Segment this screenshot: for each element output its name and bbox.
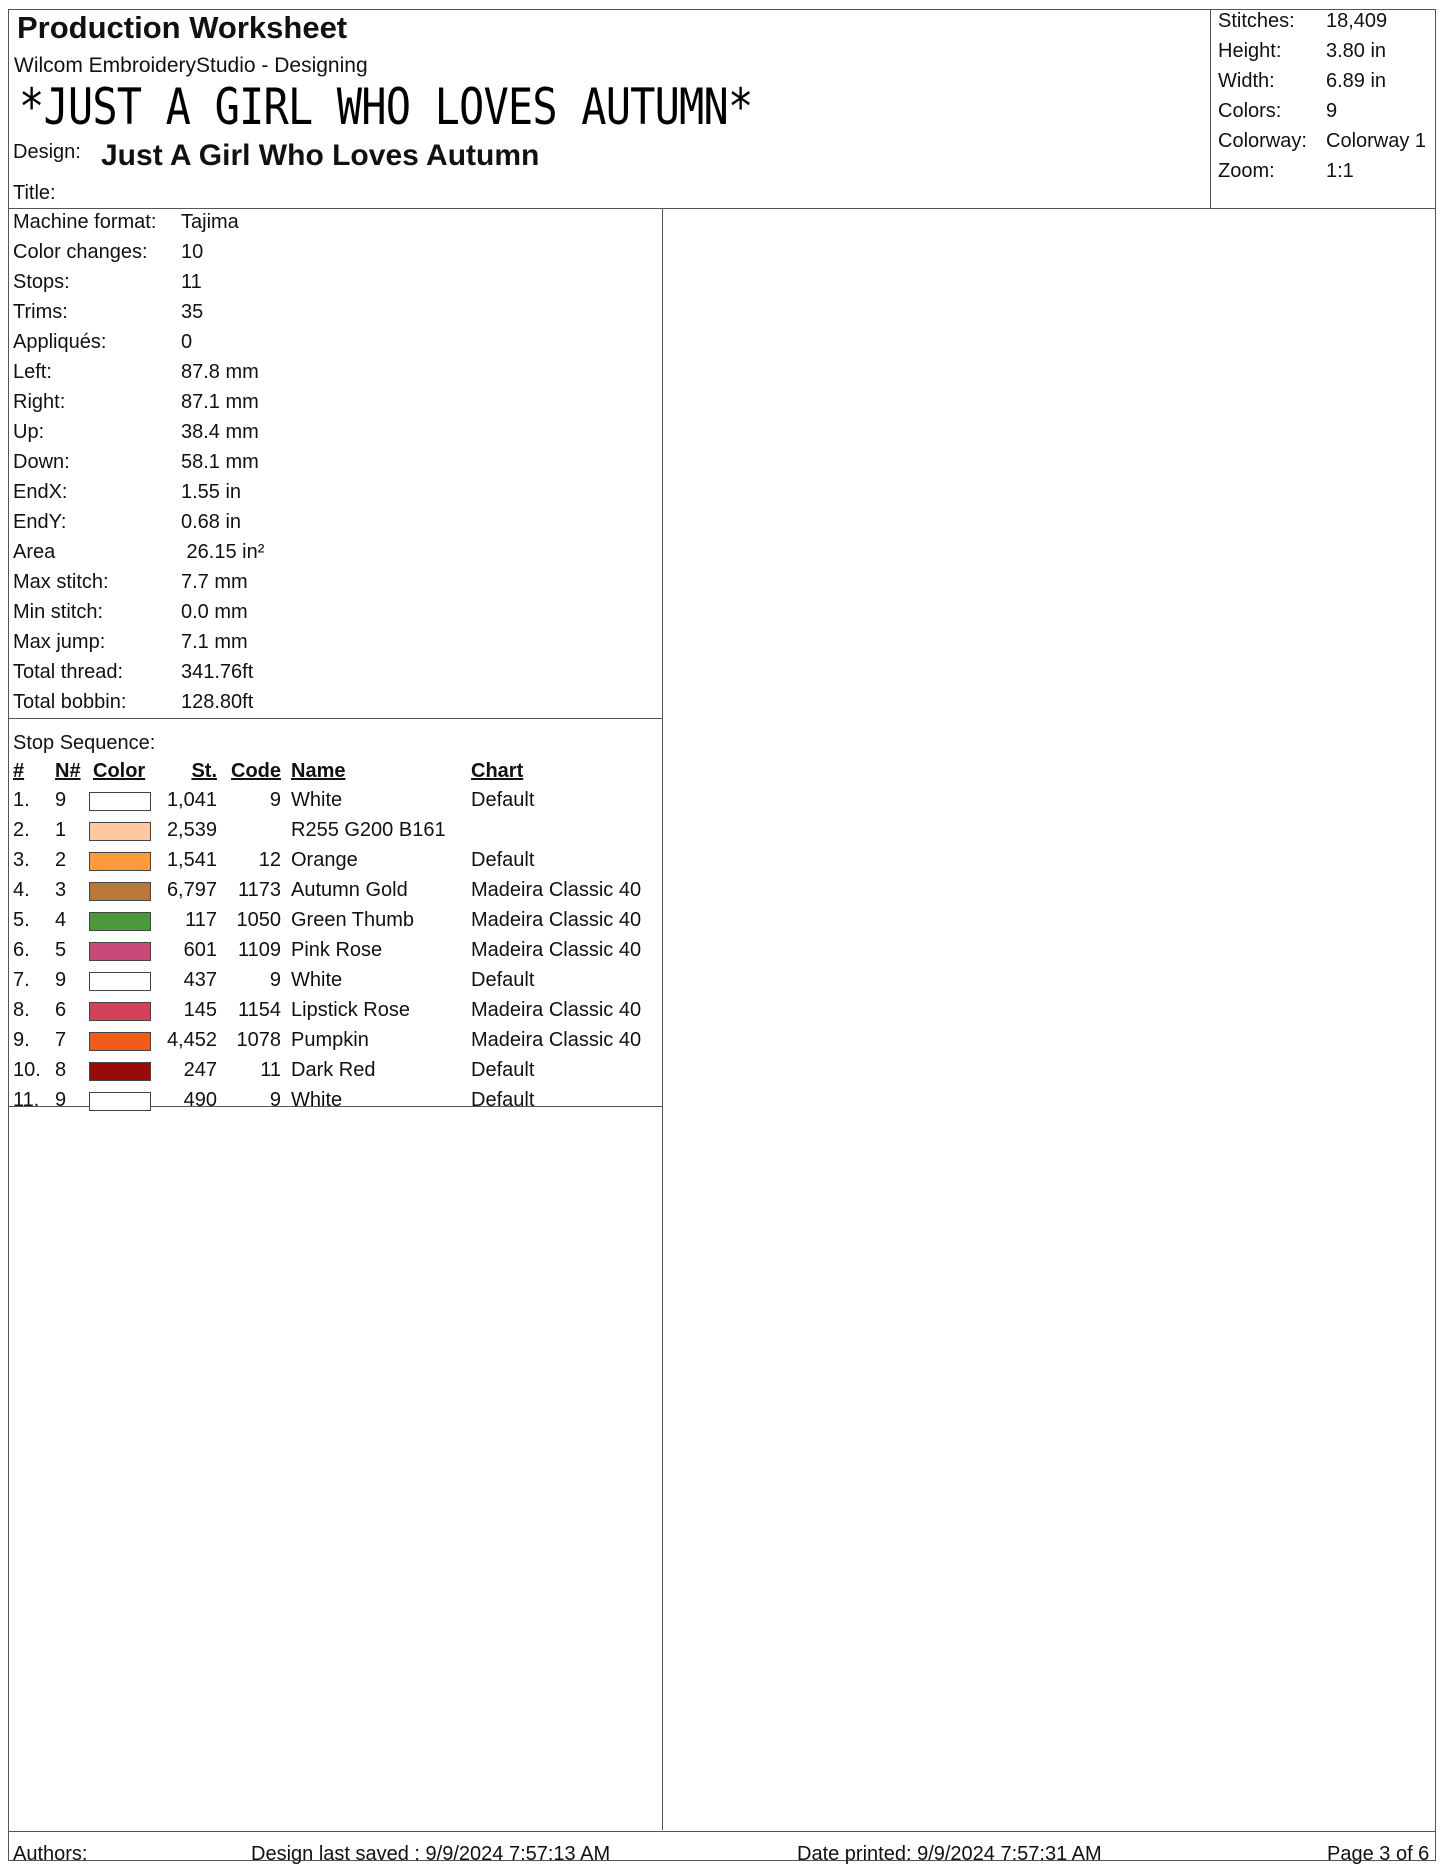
needle-number: 9 [55, 1089, 67, 1111]
table-row [9, 1089, 659, 1117]
property-row [13, 271, 202, 294]
property-label: Machine format: [13, 211, 157, 233]
property-label: Min stitch: [13, 601, 104, 623]
property-row [13, 331, 192, 354]
thread-code: 1154 [237, 999, 281, 1021]
stitch-count: 490 [183, 1089, 217, 1111]
property-row [13, 301, 203, 324]
thread-chart: Default [471, 849, 535, 871]
title-label: Title: [13, 182, 56, 204]
color-swatch [89, 972, 151, 991]
property-label: Stops: [13, 271, 70, 293]
property-value: Tajima [181, 211, 239, 233]
stitch-count: 437 [183, 969, 217, 991]
thread-chart: Madeira Classic 40 [471, 939, 642, 961]
table-row [9, 849, 659, 877]
thread-code: 12 [258, 849, 281, 871]
stitch-count: 1,541 [166, 849, 217, 871]
row-number: 5. [13, 909, 30, 931]
stitch-count: 4,452 [166, 1029, 217, 1051]
property-row [13, 631, 248, 654]
property-label: Max jump: [13, 631, 106, 653]
header-bottom-divider [9, 208, 1435, 209]
property-row [13, 661, 253, 684]
stat-label: Colorway: [1218, 130, 1307, 152]
property-row [13, 691, 253, 714]
thread-name: Green Thumb [291, 909, 415, 931]
table-row [9, 969, 659, 997]
stat-value: 9 [1326, 100, 1338, 122]
thread-name: White [291, 1089, 343, 1111]
thread-name: Dark Red [291, 1059, 376, 1081]
row-number: 9. [13, 1029, 30, 1051]
stat-label: Zoom: [1218, 160, 1275, 182]
needle-number: 3 [55, 879, 67, 901]
thread-code: 1050 [236, 909, 281, 931]
property-label: Area [13, 541, 56, 563]
needle-number: 1 [55, 819, 67, 841]
property-label: Total thread: [13, 661, 124, 683]
property-label: EndX: [13, 481, 68, 503]
col-header-name: Name [291, 760, 346, 782]
stitch-count: 247 [183, 1059, 217, 1081]
thread-name: Pumpkin [291, 1029, 369, 1051]
property-row [13, 571, 248, 594]
property-value: 87.8 mm [181, 361, 259, 383]
table-row [9, 1029, 659, 1057]
color-swatch [89, 912, 151, 931]
property-value: 38.4 mm [181, 421, 259, 443]
property-value: 7.7 mm [181, 571, 248, 593]
stat-label: Stitches: [1218, 10, 1295, 32]
footer-authors: Authors: [13, 1843, 88, 1865]
property-label: Left: [13, 361, 52, 383]
color-swatch [89, 1002, 151, 1021]
color-swatch [89, 822, 151, 841]
property-value: 87.1 mm [181, 391, 259, 413]
row-number: 3. [13, 849, 30, 871]
table-row [9, 999, 659, 1027]
color-swatch [89, 792, 151, 811]
property-value: 11 [181, 271, 202, 293]
thread-chart: Madeira Classic 40 [471, 1029, 642, 1051]
property-label: Right: [13, 391, 66, 413]
property-value: 1.55 in [181, 481, 242, 503]
needle-number: 2 [55, 849, 67, 871]
row-number: 7. [13, 969, 30, 991]
properties-bottom-divider [9, 718, 662, 719]
col-header-code: Code [231, 760, 281, 782]
property-row [13, 601, 248, 624]
app-name: Wilcom EmbroideryStudio - Designing [14, 54, 368, 77]
stat-row [1218, 40, 1386, 63]
thread-chart: Madeira Classic 40 [471, 909, 642, 931]
thread-name: White [291, 969, 343, 991]
stitch-count: 2,539 [166, 819, 217, 841]
stat-label: Height: [1218, 40, 1282, 62]
footer-page-number: Page 3 of 6 [1327, 1843, 1430, 1865]
table-row [9, 879, 659, 907]
stitch-count: 601 [183, 939, 217, 961]
col-header-num: # [13, 760, 25, 782]
thread-name: Pink Rose [291, 939, 383, 961]
left-right-divider [662, 208, 663, 1830]
color-swatch [89, 942, 151, 961]
thread-name: R255 G200 B161 [291, 819, 446, 841]
table-row [9, 939, 659, 967]
property-label: EndY: [13, 511, 67, 533]
stat-value: 18,409 [1326, 10, 1388, 32]
table-row [9, 909, 659, 937]
col-header-color: Color [93, 760, 146, 782]
stat-row [1218, 130, 1426, 153]
needle-number: 4 [55, 909, 67, 931]
footer-date-printed: Date printed: 9/9/2024 7:57:31 AM [797, 1843, 1102, 1865]
needle-number: 8 [55, 1059, 67, 1081]
table-row [9, 789, 659, 817]
thread-code: 1173 [237, 879, 281, 901]
property-value: 58.1 mm [181, 451, 259, 473]
page-title: Production Worksheet [17, 10, 348, 45]
table-row [9, 819, 659, 847]
thread-code: 9 [269, 789, 281, 811]
property-value: 0.0 mm [181, 601, 248, 623]
design-label: Design: [13, 141, 81, 163]
property-label: Appliqués: [13, 331, 107, 353]
thread-code: 9 [269, 969, 281, 991]
property-label: Total bobbin: [13, 691, 127, 713]
property-label: Max stitch: [13, 571, 109, 593]
property-row [13, 451, 259, 474]
needle-number: 7 [55, 1029, 67, 1051]
property-value: 0 [181, 331, 193, 353]
thread-name: Lipstick Rose [291, 999, 410, 1021]
property-value: 26.15 in² [181, 541, 265, 563]
stat-label: Width: [1218, 70, 1275, 92]
col-header-needle: N# [55, 760, 81, 782]
row-number: 1. [13, 789, 30, 811]
stat-value: 3.80 in [1326, 40, 1387, 62]
thread-chart: Madeira Classic 40 [471, 999, 642, 1021]
stop-sequence-title: Stop Sequence: [13, 732, 156, 754]
thread-code: 9 [269, 1089, 281, 1111]
table-row [9, 1059, 659, 1087]
footer-last-saved: Design last saved : 9/9/2024 7:57:13 AM [251, 1843, 611, 1865]
stat-value: 6.89 in [1326, 70, 1387, 92]
stitch-count: 1,041 [166, 789, 217, 811]
property-label: Color changes: [13, 241, 148, 263]
design-name: Just A Girl Who Loves Autumn [101, 139, 540, 172]
thread-code: 1109 [237, 939, 281, 961]
stitch-count: 117 [185, 909, 217, 931]
property-row [13, 391, 259, 414]
color-swatch [89, 1062, 151, 1081]
property-label: Trims: [13, 301, 68, 323]
property-row [13, 541, 264, 564]
property-label: Down: [13, 451, 70, 473]
property-row [13, 241, 203, 264]
stitch-count: 145 [183, 999, 217, 1021]
row-number: 10. [13, 1059, 41, 1081]
color-swatch [89, 1092, 151, 1111]
row-number: 11. [13, 1089, 40, 1111]
thread-chart: Default [471, 969, 535, 991]
needle-number: 6 [55, 999, 67, 1021]
needle-number: 9 [55, 789, 67, 811]
worksheet-page [8, 9, 1436, 1865]
property-row [13, 211, 239, 234]
thread-name: White [291, 789, 343, 811]
thread-chart: Madeira Classic 40 [471, 879, 642, 901]
col-header-chart: Chart [471, 760, 524, 782]
col-header-stitches: St. [191, 760, 217, 782]
stat-label: Colors: [1218, 100, 1282, 122]
color-swatch [89, 882, 151, 901]
thread-chart: Default [471, 1089, 535, 1111]
stitch-count: 6,797 [166, 879, 217, 901]
property-row [13, 421, 259, 444]
property-value: 341.76ft [181, 661, 254, 683]
property-row [13, 481, 241, 504]
color-swatch [89, 1032, 151, 1051]
design-preview-text: *JUST A GIRL WHO LOVES AUTUMN* [19, 78, 753, 136]
thread-name: Autumn Gold [291, 879, 408, 901]
thread-chart: Default [471, 1059, 535, 1081]
thread-code: 1078 [236, 1029, 281, 1051]
property-row [13, 511, 241, 534]
stat-value: 1:1 [1326, 160, 1354, 182]
row-number: 4. [13, 879, 30, 901]
property-label: Up: [13, 421, 45, 443]
footer-top-divider [9, 1831, 1435, 1832]
stat-row [1218, 100, 1337, 123]
row-number: 2. [13, 819, 30, 841]
property-value: 7.1 mm [181, 631, 248, 653]
thread-chart: Default [471, 789, 535, 811]
property-value: 10 [181, 241, 204, 263]
property-value: 35 [181, 301, 204, 323]
row-number: 6. [13, 939, 30, 961]
property-value: 128.80ft [181, 691, 254, 713]
needle-number: 9 [55, 969, 67, 991]
stat-row [1218, 160, 1354, 183]
row-number: 8. [13, 999, 30, 1021]
stat-row [1218, 70, 1386, 93]
stat-value: Colorway 1 [1326, 130, 1427, 152]
header-stats-divider [1210, 10, 1211, 208]
property-value: 0.68 in [181, 511, 242, 533]
thread-code: 11 [260, 1059, 281, 1081]
property-row [13, 361, 259, 384]
stat-row [1218, 10, 1387, 33]
thread-name: Orange [291, 849, 358, 871]
color-swatch [89, 852, 151, 871]
needle-number: 5 [55, 939, 67, 961]
